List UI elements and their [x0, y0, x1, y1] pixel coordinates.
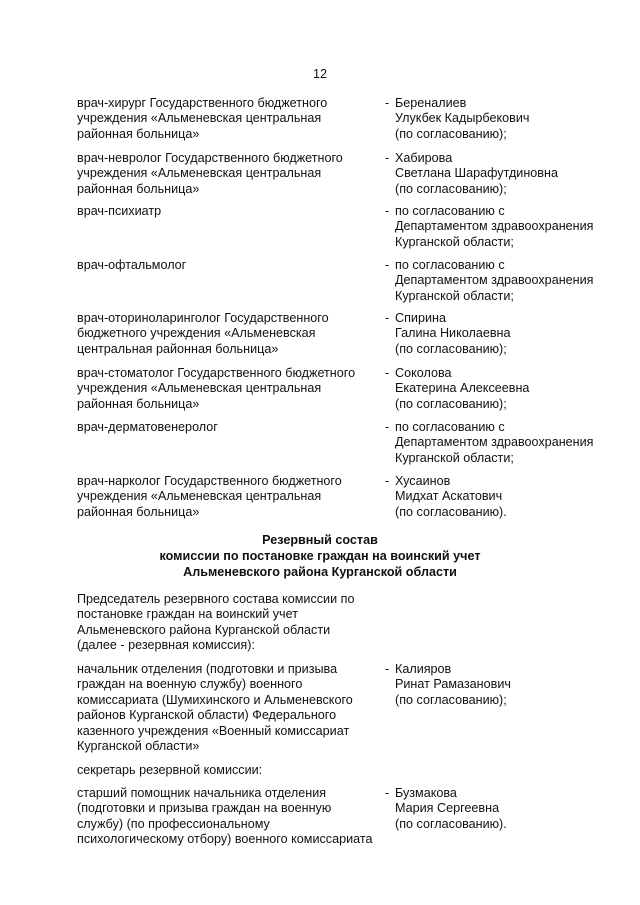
- role-line: казенного учреждения «Военный комиссариат: [77, 723, 350, 738]
- title-line: Резервный состав: [262, 533, 378, 547]
- secretary-heading: [77, 763, 387, 778]
- member-line: Курганской области;: [395, 234, 514, 249]
- role-line: врач-нарколог Государственного бюджетного: [77, 474, 342, 488]
- member-line: Улукбек Кадырбекович: [395, 111, 530, 126]
- member-line: по согласованию с: [395, 204, 505, 218]
- member-line: Хабирова: [395, 151, 453, 165]
- member-line: Департаментом здравоохранения: [395, 273, 594, 288]
- member-line: (по согласованию);: [395, 341, 507, 356]
- member-line: Курганской области;: [395, 450, 514, 465]
- member-line: Мидхат Аскатович: [395, 489, 503, 504]
- role-line: врач-дерматовенеролог: [77, 420, 218, 434]
- role-line: психологическому отбору) военного комиссариата: [77, 832, 373, 847]
- role-line: районная больница»: [77, 181, 200, 196]
- role-line: службу) (по профессиональному: [77, 816, 270, 831]
- entry-dash: -: [385, 96, 390, 110]
- member-line: по согласованию с: [395, 258, 505, 272]
- member-line: Екатерина Алексеевна: [395, 381, 530, 396]
- role-line: районная больница»: [77, 126, 200, 141]
- entry-dash: -: [385, 420, 390, 434]
- role-line: учреждения «Альменевская центральная: [77, 111, 322, 126]
- member-line: Департаментом здравоохранения: [395, 435, 594, 450]
- title-line: комиссии по постановке граждан на воинский учет: [159, 549, 481, 563]
- entry-dash: -: [385, 786, 390, 800]
- member-line: Мария Сергеевна: [395, 801, 500, 816]
- role-line: врач-оториноларинголог Государственного: [77, 311, 329, 325]
- role-line: Курганской области»: [77, 739, 200, 754]
- reserve-section-title: [0, 532, 640, 580]
- role-line: учреждения «Альменевская центральная: [77, 489, 322, 504]
- member-line: Ринат Рамазанович: [395, 677, 511, 692]
- page-number: 12: [312, 67, 327, 81]
- role-line: граждан на военную службу) военного: [77, 677, 303, 692]
- entry-role: [77, 258, 377, 273]
- entry-dash: -: [385, 474, 390, 488]
- role-line: комиссариата (Шумихинского и Альменевского: [77, 692, 353, 707]
- role-line: учреждения «Альменевская центральная: [77, 381, 322, 396]
- heading-line: (далее - резервная комиссия):: [77, 638, 255, 653]
- entry-dash: -: [385, 662, 390, 676]
- entry-dash: -: [385, 151, 390, 165]
- member-line: Светлана Шарафутдиновна: [395, 166, 558, 181]
- member-line: Курганской области;: [395, 288, 514, 303]
- role-line: центральная районная больница»: [77, 341, 279, 356]
- member-line: Хусаинов: [395, 474, 451, 488]
- chairman-heading: [77, 592, 387, 654]
- entry-role: [77, 366, 377, 412]
- entry-role: [77, 662, 377, 754]
- member-line: Галина Николаевна: [395, 326, 511, 341]
- role-line: врач-стоматолог Государственного бюджетного: [77, 366, 356, 380]
- role-line: районная больница»: [77, 504, 200, 519]
- member-line: Спирина: [395, 311, 446, 325]
- role-line: учреждения «Альменевская центральная: [77, 166, 322, 181]
- member-line: Береналиев: [395, 96, 467, 110]
- role-line: врач-хирург Государственного бюджетного: [77, 96, 328, 110]
- title-line: Альменевского района Курганской области: [183, 565, 457, 579]
- heading-line: Председатель резервного состава комиссии по: [77, 592, 355, 606]
- role-line: врач-офтальмолог: [77, 258, 187, 272]
- heading-line: постановке граждан на воинский учет: [77, 607, 298, 622]
- role-line: бюджетного учреждения «Альменевская: [77, 326, 316, 341]
- role-line: (подготовки и призыва граждан на военную: [77, 801, 332, 816]
- member-line: Бузмакова: [395, 786, 457, 800]
- member-line: (по согласованию);: [395, 181, 507, 196]
- entry-role: [77, 420, 377, 435]
- role-line: врач-невролог Государственного бюджетного: [77, 151, 343, 165]
- member-line: (по согласованию);: [395, 396, 507, 411]
- entry-dash: -: [385, 258, 390, 272]
- entry-role: [77, 204, 377, 219]
- entry-dash: -: [385, 366, 390, 380]
- role-line: районная больница»: [77, 396, 200, 411]
- role-line: врач-психиатр: [77, 204, 162, 218]
- role-line: начальник отделения (подготовки и призыва: [77, 662, 338, 676]
- entry-role: [77, 786, 397, 848]
- entry-role: [77, 311, 377, 357]
- member-line: Соколова: [395, 366, 452, 380]
- entry-role: [77, 151, 377, 197]
- member-line: по согласованию с: [395, 420, 505, 434]
- member-line: Департаментом здравоохранения: [395, 219, 594, 234]
- member-line: (по согласованию).: [395, 816, 507, 831]
- member-line: (по согласованию).: [395, 504, 507, 519]
- entry-role: [77, 96, 377, 142]
- member-line: Калияров: [395, 662, 452, 676]
- heading-line: Альменевского района Курганской области: [77, 622, 331, 637]
- role-line: районов Курганской области) Федерального: [77, 708, 337, 723]
- entry-role: [77, 474, 377, 520]
- entry-dash: -: [385, 204, 390, 218]
- member-line: (по согласованию);: [395, 126, 507, 141]
- member-line: (по согласованию);: [395, 692, 507, 707]
- entry-dash: -: [385, 311, 390, 325]
- role-line: старший помощник начальника отделения: [77, 786, 327, 800]
- heading-line: секретарь резервной комиссии:: [77, 763, 263, 777]
